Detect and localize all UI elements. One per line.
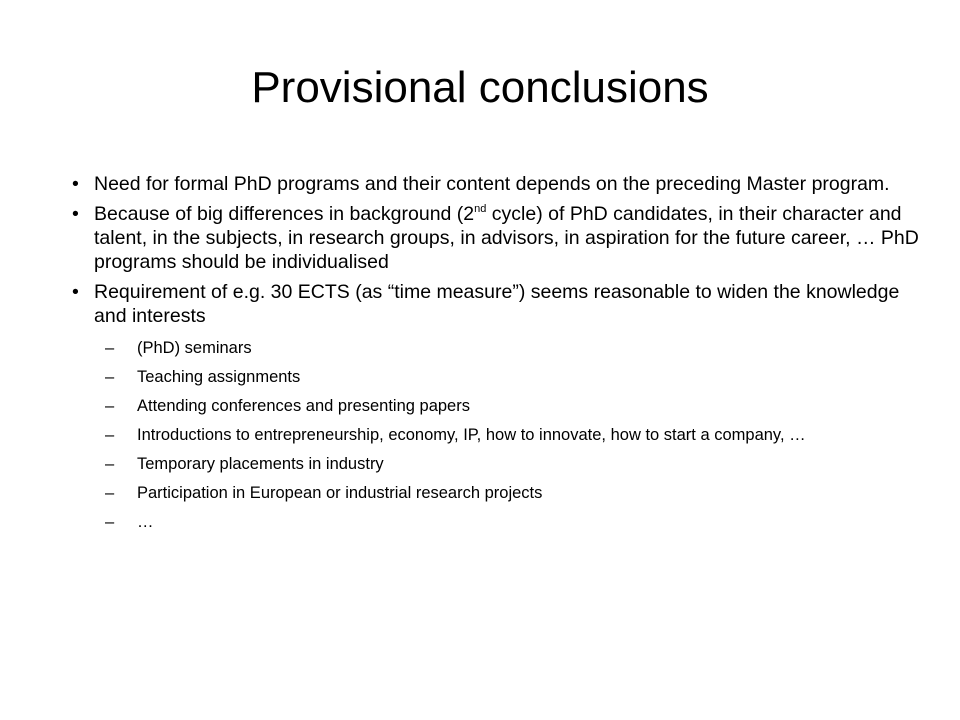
dash-icon: – [105,455,115,473]
sub-item [105,367,924,388]
sub-item-text: Teaching assignments [137,368,301,386]
sub-item-text: … [137,513,154,531]
sub-item-text: Participation in European or industrial research projects [137,484,543,502]
bullet-text-part: cycle) of PhD candidates, in their character and talent, in the subjects, in research groups, in advisors, in aspiration for the future career, … PhD programs should be individualised [94,203,919,273]
superscript: nd [474,203,487,215]
dash-icon: – [105,368,115,386]
sub-item [105,483,924,504]
sub-item-text: Introductions to entrepreneurship, economy, IP, how to innovate, how to start a company, … [137,426,806,444]
bullet-icon: • [72,281,79,303]
sub-item [105,425,924,446]
bullet-text: Requirement of e.g. 30 ECTS (as “time measure”) seems reasonable to widen the knowledge and interests [94,281,900,327]
sub-item-text: Attending conferences and presenting papers [137,397,470,415]
slide-body [72,172,924,541]
sub-item-text: (PhD) seminars [137,339,252,357]
slide-title: Provisional conclusions [251,63,709,112]
dash-icon: – [105,513,115,531]
sub-list [94,338,924,533]
sub-item [105,512,924,533]
bullet-text: Need for formal PhD programs and their content depends on the preceding Master program. [94,173,890,195]
bullet-item [72,202,924,274]
dash-icon: – [105,426,115,444]
bullet-item [72,280,924,328]
dash-icon: – [105,397,115,415]
bullet-icon: • [72,173,79,195]
bullet-icon: • [72,203,79,225]
dash-icon: – [105,484,115,502]
bullet-text-part: Because of big differences in background (2 [94,203,475,225]
bullet-text [94,203,919,273]
bullet-item [72,172,924,196]
sub-item-text: Temporary placements in industry [137,455,384,473]
sub-item [105,338,924,359]
sub-item [105,396,924,417]
sub-item [105,454,924,475]
dash-icon: – [105,339,115,357]
